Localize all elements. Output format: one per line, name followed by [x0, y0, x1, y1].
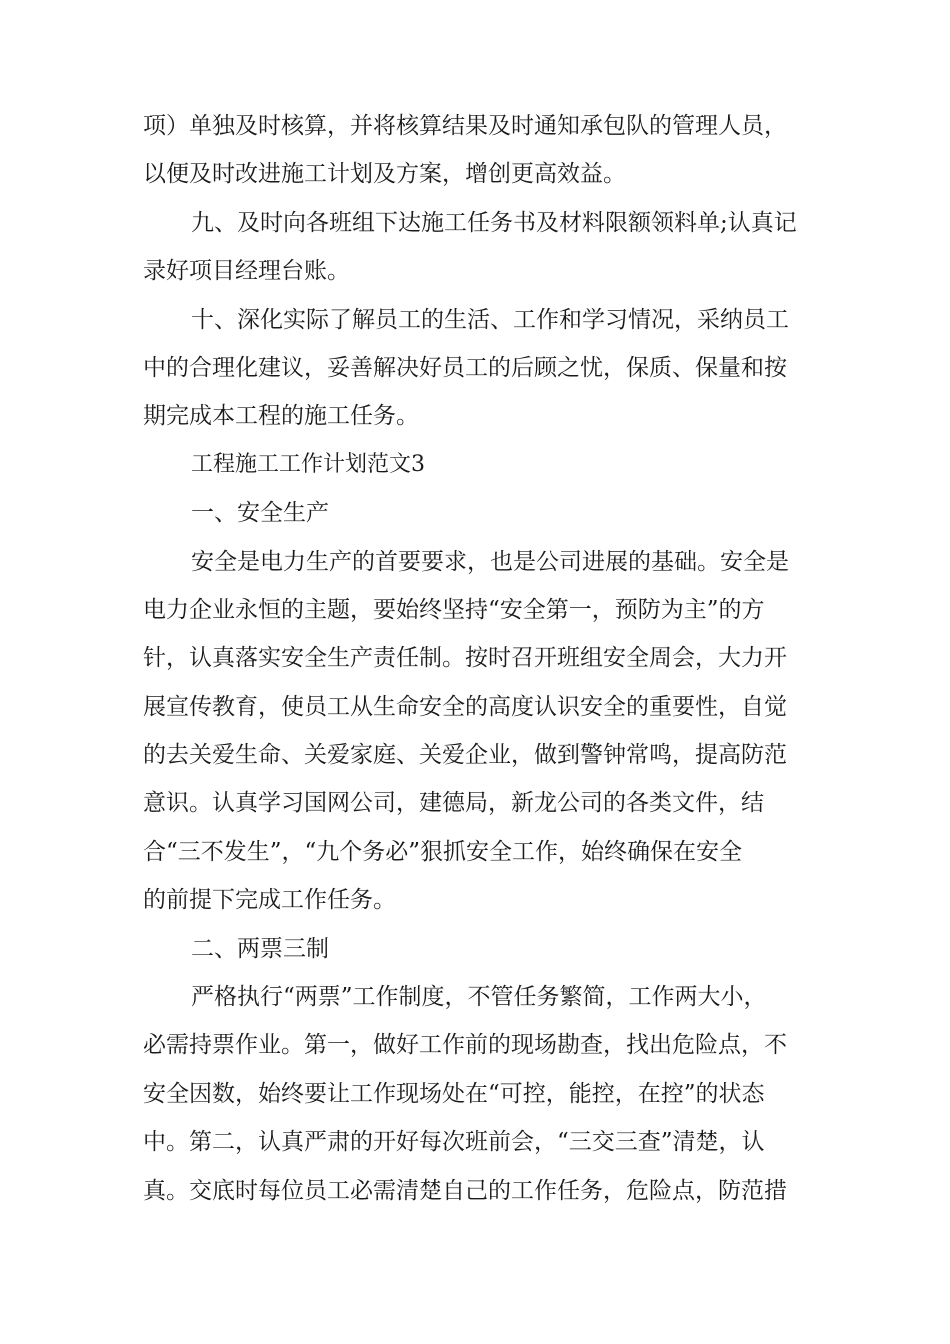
section-title: 工程施工工作计划范文3 — [191, 451, 425, 477]
section-heading-safety: 一、安全生产 — [191, 500, 329, 527]
document-body — [143, 102, 823, 1215]
text-line: 项）单独及时核算，并将核算结果及时通知承包队的管理人员， — [143, 113, 787, 139]
text-line: 的去关爱生命、关爱家庭、关爱企业，做到警钟常鸣，提高防范 — [143, 742, 787, 769]
text-line: 录好项目经理台账。 — [143, 258, 350, 285]
text-line: 中。第二，认真严肃的开好每次班前会，“三交三查”清楚，认 — [143, 1129, 765, 1156]
text-line: 展宣传教育，使员工从生命安全的高度认识安全的重要性，自觉 — [143, 693, 787, 720]
text-line: 期完成本工程的施工任务。 — [143, 403, 419, 430]
text-line: 的前提下完成工作任务。 — [143, 887, 396, 914]
paragraph-two-tickets-start: 严格执行“两票”工作制度，不管任务繁简，工作两大小， — [191, 984, 767, 1011]
text-line: 安全因数，始终要让工作现场处在“可控，能控，在控”的状态 — [143, 1080, 765, 1107]
text-line: 合“三不发生”，“九个务必”狠抓安全工作，始终确保在安全 — [143, 838, 743, 865]
section-heading-two-tickets: 二、两票三制 — [191, 935, 329, 962]
text-line: 必需持票作业。第一，做好工作前的现场勘查，找出危险点，不 — [143, 1032, 787, 1059]
text-line: 针，认真落实安全生产责任制。按时召开班组安全周会，大力开 — [143, 645, 787, 672]
text-line: 真。交底时每位员工必需清楚自己的工作任务，危险点，防范措 — [143, 1177, 787, 1204]
paragraph-safety-start: 安全是电力生产的首要要求，也是公司进展的基础。安全是 — [191, 548, 789, 575]
text-line: 意识。认真学习国网公司，建德局，新龙公司的各类文件，结 — [143, 790, 764, 817]
paragraph-nine-start: 九、及时向各班组下达施工任务书及材料限额领料单;认真记 — [191, 209, 797, 236]
text-line: 电力企业永恒的主题，要始终坚持“安全第一，预防为主”的方 — [143, 596, 765, 623]
text-line: 中的合理化建议，妥善解决好员工的后顾之忧，保质、保量和按 — [143, 354, 787, 381]
paragraph-ten-start: 十、深化实际了解员工的生活、工作和学习情况，采纳员工 — [191, 306, 789, 333]
text-line: 以便及时改进施工计划及方案，增创更高效益。 — [143, 161, 626, 188]
